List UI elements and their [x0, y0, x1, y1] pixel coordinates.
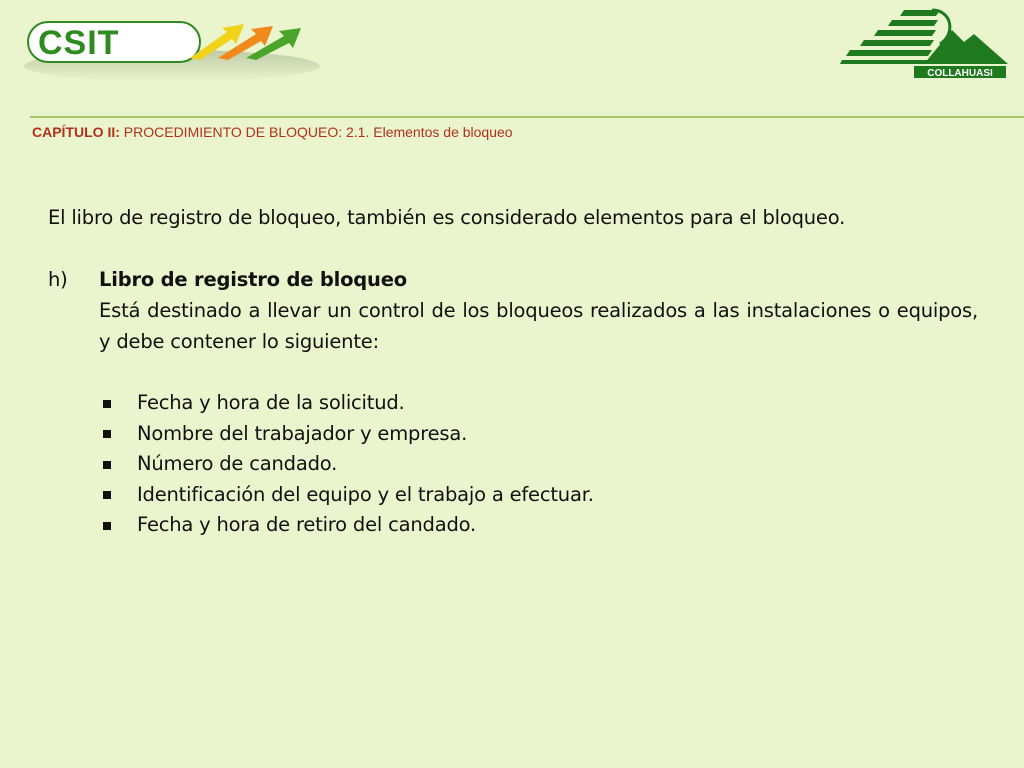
- list-item: [99, 480, 978, 511]
- svg-text:CSIT: CSIT: [38, 24, 120, 62]
- csit-logo: [22, 14, 322, 84]
- square-bullet-icon: [99, 419, 137, 450]
- list-item: [99, 449, 978, 480]
- list-item-text: Número de candado.: [137, 452, 338, 475]
- intro-paragraph: El libro de registro de bloqueo, también es considerado elementos para el bloqueo.: [48, 206, 846, 229]
- chapter-label: CAPÍTULO II:: [32, 124, 120, 140]
- list-item-text: Identificación del equipo y el trabajo a efectuar.: [137, 482, 594, 506]
- chapter-breadcrumb: [32, 124, 513, 140]
- list-item: [99, 510, 978, 541]
- square-bullet-icon: [99, 480, 137, 511]
- item-title: Libro de registro de bloqueo: [99, 268, 407, 291]
- square-bullet-icon: [99, 510, 137, 541]
- list-item-text: Nombre del trabajador y empresa.: [137, 421, 468, 445]
- header-divider: [30, 116, 1024, 118]
- list-item-text: Fecha y hora de retiro del candado.: [137, 513, 477, 536]
- list-item: [99, 419, 978, 450]
- item-body: [99, 264, 978, 541]
- item-marker: h): [48, 268, 68, 291]
- requirements-list: [99, 388, 978, 541]
- item-description: Está destinado a llevar un control de los bloqueos realizados a las instalaciones o equipos, y debe contener lo siguiente:: [99, 299, 978, 353]
- slide-body: [48, 202, 978, 541]
- item-h: [48, 264, 978, 541]
- collahuasi-logo: [840, 4, 1012, 80]
- square-bullet-icon: [99, 388, 137, 419]
- square-bullet-icon: [99, 449, 137, 480]
- list-item-text: Fecha y hora de la solicitud.: [137, 391, 405, 414]
- chapter-section: PROCEDIMIENTO DE BLOQUEO: 2.1. Elementos de bloqueo: [119, 124, 513, 140]
- svg-text:COLLAHUASI: COLLAHUASI: [927, 68, 993, 79]
- list-item: [99, 388, 978, 419]
